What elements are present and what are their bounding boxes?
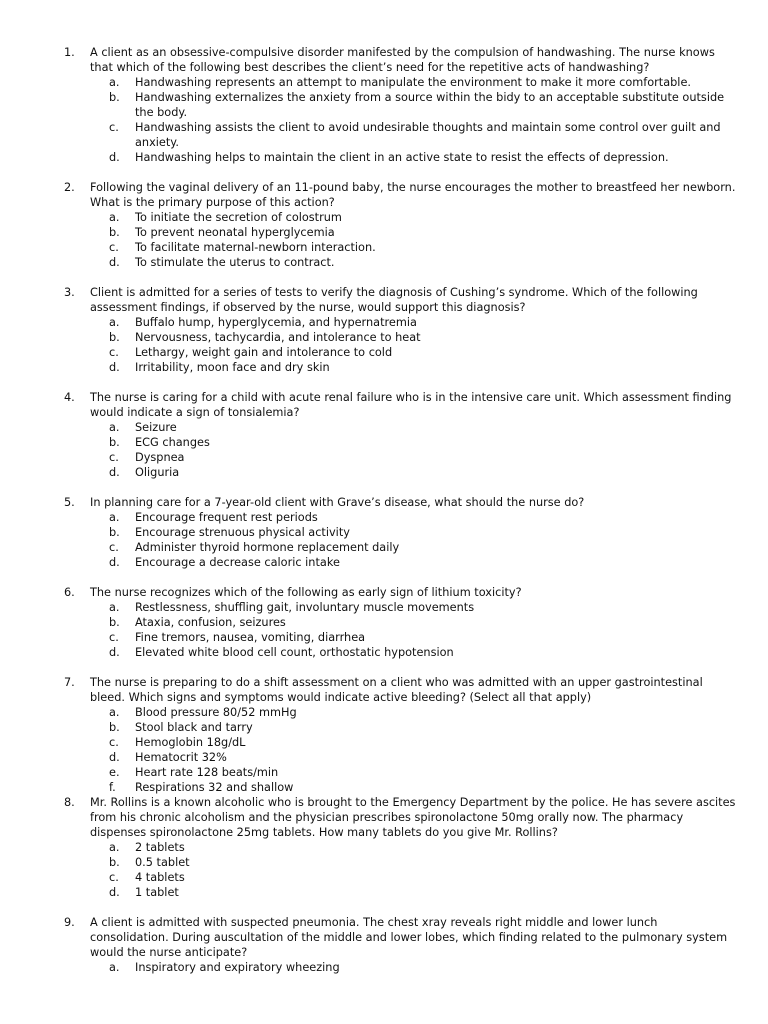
answer-option (90, 120, 738, 150)
option-text: Hematocrit 32% (135, 751, 227, 764)
option-label: e. (109, 766, 120, 779)
answer-option (90, 855, 738, 870)
question-3 (64, 285, 738, 375)
option-text: ECG changes (135, 436, 210, 449)
option-label: a. (109, 421, 120, 434)
option-label: f. (109, 781, 116, 794)
option-text: Fine tremors, nausea, vomiting, diarrhea (135, 631, 366, 644)
option-text: Oliguria (135, 466, 180, 479)
answer-option (90, 780, 738, 795)
option-label: d. (109, 556, 120, 569)
question-text: The nurse is caring for a child with acute renal failure who is in the intensive care unit. Which assessment finding would indicate a sign of tonsialemia? (90, 391, 732, 419)
option-text: To initiate the secretion of colostrum (135, 211, 342, 224)
option-text: Ataxia, confusion, seizures (135, 616, 286, 629)
option-label: c. (109, 871, 119, 884)
answer-option (90, 720, 738, 735)
option-text: Stool black and tarry (135, 721, 253, 734)
answer-option (90, 465, 738, 480)
answer-option (90, 210, 738, 225)
option-text: Handwashing assists the client to avoid undesirable thoughts and maintain some control over guilt and anxiety. (135, 121, 721, 149)
option-text: To prevent neonatal hyperglycemia (135, 226, 335, 239)
question-6 (64, 585, 738, 660)
question-text: Mr. Rollins is a known alcoholic who is brought to the Emergency Department by the police. He has severe ascites from his chronic alcoholism and the physician prescribes spironolactone 50mg orally now. The pharmacy dispenses spironolactone 25mg tablets. How many tablets do you give Mr. Rollins? (90, 796, 736, 839)
answer-option (90, 345, 738, 360)
option-text: Handwashing externalizes the anxiety from a source within the bidy to an acceptable substitute outside the body. (135, 91, 725, 119)
option-text: 2 tablets (135, 841, 185, 854)
option-label: c. (109, 346, 119, 359)
option-text: Irritability, moon face and dry skin (135, 361, 330, 374)
option-text: Handwashing helps to maintain the client in an active state to resist the effects of depression. (135, 151, 669, 164)
option-label: a. (109, 961, 120, 974)
question-text: Following the vaginal delivery of an 11-pound baby, the nurse encourages the mother to breastfeed her newborn. What is the primary purpose of this action? (90, 181, 736, 209)
answer-option (90, 885, 738, 900)
option-label: a. (109, 706, 120, 719)
option-label: c. (109, 736, 119, 749)
question-5 (64, 495, 738, 570)
question-number: 9. (64, 916, 75, 929)
option-text: Encourage frequent rest periods (135, 511, 318, 524)
option-label: d. (109, 646, 120, 659)
answer-option (90, 765, 738, 780)
question-number: 1. (64, 46, 75, 59)
option-text: Handwashing represents an attempt to manipulate the environment to make it more comfortable. (135, 76, 691, 89)
option-text: 4 tablets (135, 871, 185, 884)
option-label: c. (109, 631, 119, 644)
question-number: 8. (64, 796, 75, 809)
option-label: c. (109, 451, 119, 464)
answer-option (90, 630, 738, 645)
option-label: b. (109, 526, 120, 539)
question-text: The nurse recognizes which of the following as early sign of lithium toxicity? (90, 586, 522, 599)
answer-option (90, 255, 738, 270)
option-label: d. (109, 751, 120, 764)
question-number: 6. (64, 586, 75, 599)
answer-option (90, 840, 738, 855)
question-number: 4. (64, 391, 75, 404)
question-1 (64, 45, 738, 165)
answer-option (90, 645, 738, 660)
answer-option (90, 330, 738, 345)
option-label: b. (109, 616, 120, 629)
question-9 (64, 915, 738, 975)
option-text: To facilitate maternal-newborn interaction. (135, 241, 376, 254)
answer-option (90, 315, 738, 330)
answer-option (90, 150, 738, 165)
answer-option (90, 435, 738, 450)
answer-option (90, 90, 738, 120)
option-label: a. (109, 316, 120, 329)
question-number: 3. (64, 286, 75, 299)
option-label: d. (109, 886, 120, 899)
option-text: 0.5 tablet (135, 856, 190, 869)
option-text: Dyspnea (135, 451, 185, 464)
answer-option (90, 735, 738, 750)
question-2 (64, 180, 738, 270)
answer-option (90, 540, 738, 555)
option-text: Encourage strenuous physical activity (135, 526, 350, 539)
option-label: b. (109, 226, 120, 239)
question-number: 2. (64, 181, 75, 194)
option-label: a. (109, 211, 120, 224)
answer-option (90, 240, 738, 255)
option-label: c. (109, 241, 119, 254)
option-text: Hemoglobin 18g/dL (135, 736, 246, 749)
option-text: Blood pressure 80/52 mmHg (135, 706, 297, 719)
option-text: Restlessness, shuffling gait, involuntary muscle movements (135, 601, 475, 614)
option-label: d. (109, 256, 120, 269)
question-text: A client is admitted with suspected pneumonia. The chest xray reveals right middle and lower lunch consolidation. During auscultation of the middle and lower lobes, which finding related to the pulmonary system would the nurse anticipate? (90, 916, 728, 959)
question-7 (64, 675, 738, 795)
option-label: b. (109, 856, 120, 869)
option-text: Elevated white blood cell count, orthostatic hypotension (135, 646, 454, 659)
answer-option (90, 600, 738, 615)
option-text: To stimulate the uterus to contract. (135, 256, 335, 269)
answer-option (90, 750, 738, 765)
question-4 (64, 390, 738, 480)
option-label: b. (109, 721, 120, 734)
option-label: a. (109, 76, 120, 89)
answer-option (90, 420, 738, 435)
answer-option (90, 510, 738, 525)
option-text: Administer thyroid hormone replacement daily (135, 541, 400, 554)
option-text: Heart rate 128 beats/min (135, 766, 279, 779)
option-label: d. (109, 361, 120, 374)
option-text: Respirations 32 and shallow (135, 781, 294, 794)
answer-option (90, 225, 738, 240)
question-text: A client as an obsessive-compulsive disorder manifested by the compulsion of handwashing. The nurse knows that which of the following best describes the client’s need for the repetitive acts of handwashing? (90, 46, 715, 74)
answer-option (90, 450, 738, 465)
answer-option (90, 555, 738, 570)
option-label: b. (109, 91, 120, 104)
option-text: 1 tablet (135, 886, 179, 899)
question-number: 7. (64, 676, 75, 689)
question-8 (64, 795, 738, 900)
question-text: The nurse is preparing to do a shift assessment on a client who was admitted with an upper gastrointestinal bleed. Which signs and symptoms would indicate active bleeding? (Select all that apply) (90, 676, 703, 704)
answer-option (90, 960, 738, 975)
answer-option (90, 360, 738, 375)
option-label: b. (109, 331, 120, 344)
option-label: a. (109, 841, 120, 854)
option-text: Lethargy, weight gain and intolerance to cold (135, 346, 393, 359)
answer-option (90, 615, 738, 630)
option-label: c. (109, 541, 119, 554)
option-label: d. (109, 151, 120, 164)
option-text: Inspiratory and expiratory wheezing (135, 961, 340, 974)
question-text: Client is admitted for a series of tests to verify the diagnosis of Cushing’s syndrome. Which of the following assessment findings, if observed by the nurse, would support this diagnosis? (90, 286, 698, 314)
answer-option (90, 705, 738, 720)
option-text: Encourage a decrease caloric intake (135, 556, 340, 569)
question-text: In planning care for a 7-year-old client with Grave’s disease, what should the nurse do? (90, 496, 585, 509)
answer-option (90, 870, 738, 885)
option-label: a. (109, 511, 120, 524)
option-label: d. (109, 466, 120, 479)
option-label: a. (109, 601, 120, 614)
option-label: c. (109, 121, 119, 134)
answer-option (90, 525, 738, 540)
option-label: b. (109, 436, 120, 449)
question-number: 5. (64, 496, 75, 509)
answer-option (90, 75, 738, 90)
option-text: Buffalo hump, hyperglycemia, and hypernatremia (135, 316, 417, 329)
option-text: Seizure (135, 421, 177, 434)
option-text: Nervousness, tachycardia, and intolerance to heat (135, 331, 421, 344)
